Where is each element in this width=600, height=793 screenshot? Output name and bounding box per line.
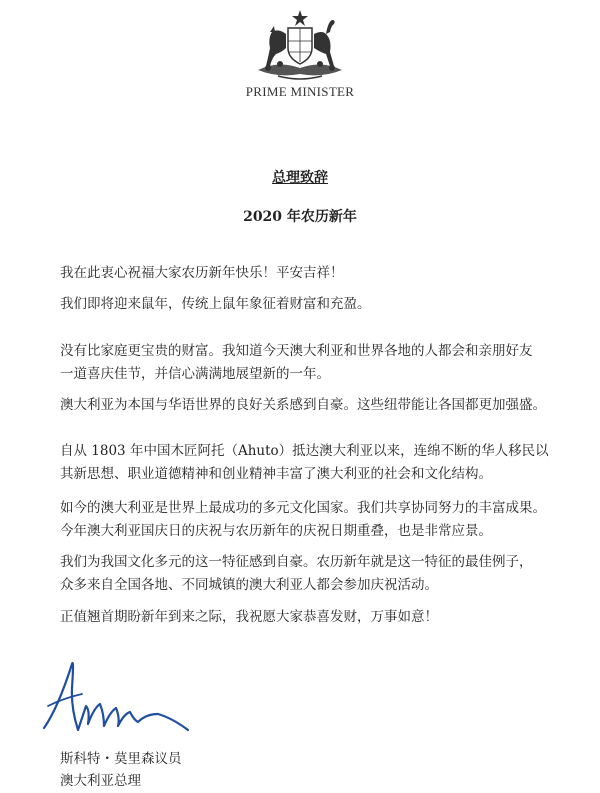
office-heading: PRIME MINISTER bbox=[245, 84, 355, 99]
paragraph-celebration bbox=[60, 551, 580, 597]
paragraph-line: 正值翘首期盼新年到来之际，我祝愿大家恭喜发财，万事如意！ bbox=[60, 609, 438, 625]
paragraph-line: 其新思想、职业道德精神和创业精神丰富了澳大利亚的社会和文化结构。 bbox=[60, 466, 492, 482]
paragraph-relations bbox=[60, 394, 580, 417]
letter-subtitle: 2020 年农历新年 bbox=[243, 209, 357, 225]
paragraph-line: 我在此衷心祝福大家农历新年快乐！平安吉祥！ bbox=[60, 265, 344, 281]
paragraph-line: 我们为我国文化多元的这一特征感到自豪。农历新年就是这一特征的最佳例子， bbox=[60, 554, 533, 570]
paragraph-year-of-rat bbox=[60, 293, 580, 316]
signer-name: 斯科特・莫里森议员 bbox=[60, 751, 182, 767]
signer-role: 澳大利亚总理 bbox=[60, 773, 141, 789]
paragraph-line: 今年澳大利亚国庆日的庆祝与农历新年的庆祝日期重叠，也是非常应景。 bbox=[60, 523, 492, 539]
paragraph-line: 众多来自全国各地、不同城镇的澳大利亚人都会参加庆祝活动。 bbox=[60, 577, 438, 593]
paragraph-line: 没有比家庭更宝贵的财富。我知道今天澳大利亚和世界各地的人都会和亲朋好友 bbox=[60, 343, 533, 359]
letter-title: 总理致辞 bbox=[272, 170, 328, 186]
paragraph-multicultural bbox=[60, 497, 580, 543]
paragraph-line: 澳大利亚为本国与华语世界的良好关系感到自豪。这些纽带能让各国都更加强盛。 bbox=[60, 397, 546, 413]
paragraph-greeting bbox=[60, 262, 580, 285]
paragraph-line: 如今的澳大利亚是世界上最成功的多元文化国家。我们共享协同努力的丰富成果。 bbox=[60, 500, 546, 516]
signer-block bbox=[60, 748, 182, 792]
paragraph-line: 自从 1803 年中国木匠阿托（Ahuto）抵达澳大利亚以来，连绵不断的华人移民以 bbox=[60, 443, 549, 459]
paragraph-line: 我们即将迎来鼠年，传统上鼠年象征着财富和充盈。 bbox=[60, 296, 371, 312]
paragraph-line: 一道喜庆佳节，并信心满满地展望新的一年。 bbox=[60, 366, 330, 382]
signature-image bbox=[38, 648, 198, 748]
coat-of-arms-icon bbox=[248, 8, 352, 80]
paragraph-family bbox=[60, 340, 580, 386]
paragraph-closing-wish bbox=[60, 606, 580, 629]
paragraph-history bbox=[60, 440, 580, 486]
